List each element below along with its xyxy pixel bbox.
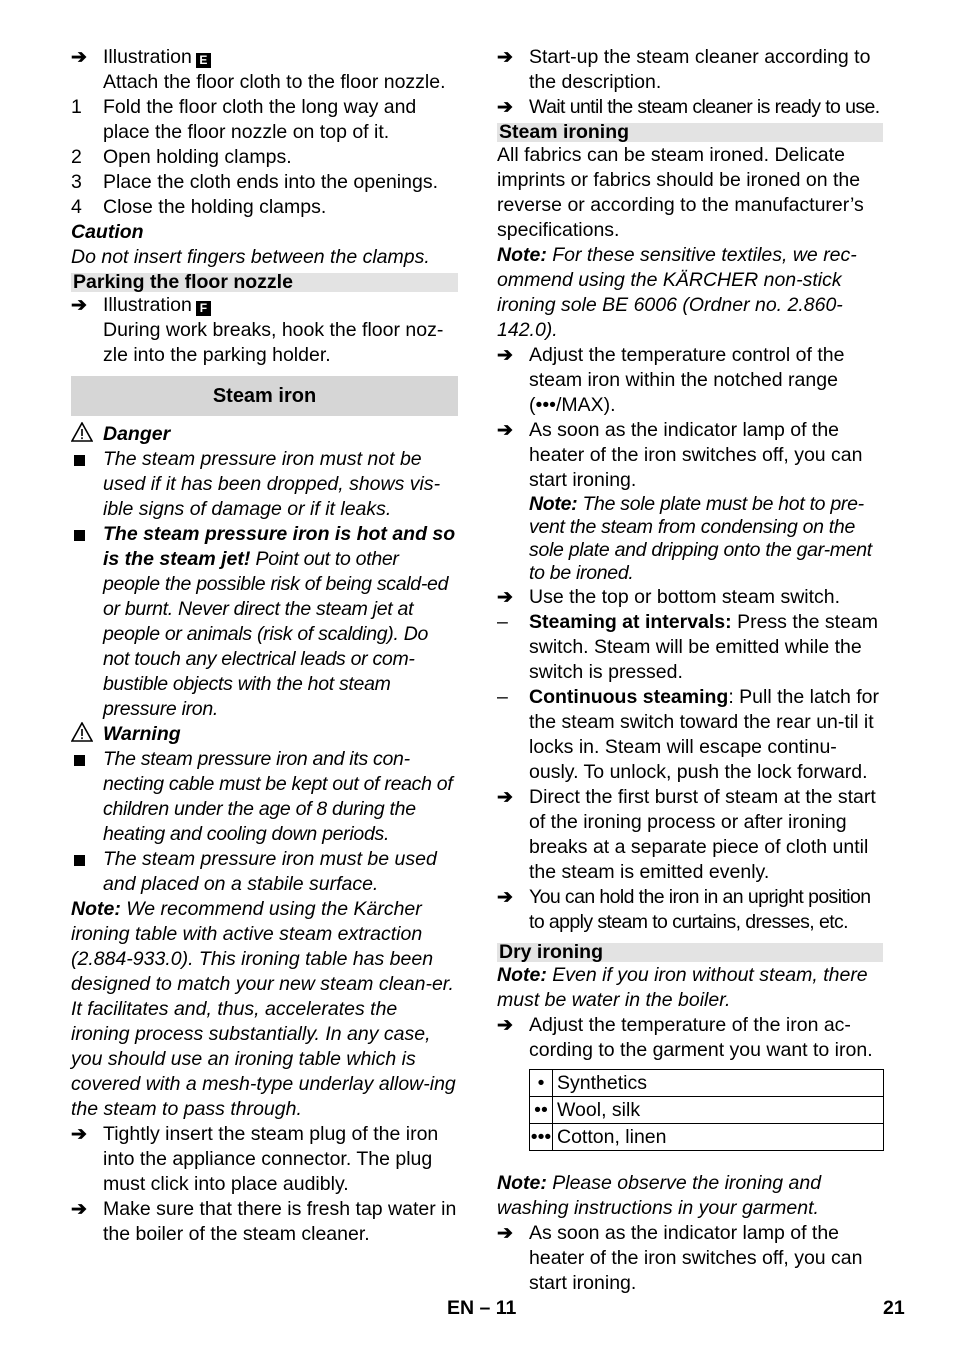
- illustration-e-line: [71, 45, 458, 70]
- water-step: [71, 1197, 458, 1247]
- caution-text: Do not insert fingers between the clamps.: [71, 246, 430, 268]
- table-row: [530, 1070, 884, 1097]
- right-arrow-icon: ➔: [497, 587, 513, 608]
- step-number: 1: [71, 96, 82, 118]
- footer-page-number: 21: [883, 1297, 905, 1319]
- lamp2-step: [497, 1221, 883, 1296]
- continuous-text: : Pull the latch for the steam switch toward the rear un-til it locks in. Steam will escape continu-ously. To unlock, push the lock forward.: [529, 686, 880, 783]
- step-2: [71, 145, 458, 170]
- dry-ironing-heading: Dry ironing: [497, 943, 883, 962]
- adjust-dry-step: [497, 1013, 883, 1063]
- note-text: For these sensitive textiles, we rec-ommend using the KÄRCHER non-stick ironing sole BE 6006 (Ordner no. 2.860-142.0).: [497, 244, 857, 341]
- plug-text: Tightly insert the steam plug of the iron into the appliance connector. The plug must click into place audibly.: [103, 1123, 439, 1195]
- intervals-item: [497, 610, 883, 685]
- use-switch-text: Use the top or bottom steam switch.: [529, 586, 841, 608]
- attach-text: Attach the floor cloth to the floor nozzle.: [103, 71, 446, 93]
- danger-title-line: [71, 422, 458, 447]
- fabrics-text: All fabrics can be steam ironed. Delicate imprints or fabrics should be ironed on the reverse or according to the manufacturer’s specifications.: [497, 144, 864, 241]
- right-arrow-icon: ➔: [497, 47, 513, 68]
- danger-title: Danger: [103, 423, 171, 445]
- danger-item-1: [71, 447, 458, 522]
- note-label: Note:: [497, 244, 547, 266]
- right-column: [497, 45, 883, 1296]
- note-garment-instructions: [497, 1171, 883, 1221]
- note-label: Note:: [71, 898, 121, 920]
- dash-bullet: –: [497, 686, 508, 708]
- danger-text-1: The steam pressure iron must not be used if it has been dropped, shows vis-ible signs of damage or if it leaks.: [103, 448, 441, 520]
- temperature-dots: •••: [530, 1124, 553, 1151]
- illustration-f-box: F: [196, 301, 211, 316]
- square-bullet-icon: [74, 455, 85, 466]
- note-text: The sole plate must be hot to pre-vent the steam from condensing on the sole plate and dripping onto the gar-ment to be ironed.: [529, 493, 872, 584]
- right-arrow-icon: ➔: [71, 295, 87, 316]
- left-column: [71, 45, 458, 1247]
- plug-step: [71, 1122, 458, 1197]
- footer-section-page: EN – 11: [447, 1297, 517, 1319]
- note-text: Even if you iron without steam, there must be water in the boiler.: [497, 964, 868, 1011]
- fabric-label: Wool, silk: [553, 1097, 884, 1124]
- adjust-text: Adjust the temperature control of the steam iron within the notched range (•••/MAX).: [529, 344, 845, 416]
- intervals-label: Steaming at intervals:: [529, 611, 732, 633]
- right-arrow-icon: ➔: [71, 47, 87, 68]
- dash-bullet: –: [497, 611, 508, 633]
- right-arrow-icon: ➔: [497, 787, 513, 808]
- warning-item-2: [71, 847, 458, 897]
- step-text: Close the holding clamps.: [103, 196, 327, 218]
- right-arrow-icon: ➔: [71, 1124, 87, 1145]
- note-text: We recommend using the Kärcher ironing table with active steam extraction (2.884-933.0). This ironing table has been designed to match your new steam clean-er. It facilitates and, thus, accelerates the ironing process substantially. In any case, you should use an ironing table which is covered with a mesh-type underlay allow-ing the steam to pass through.: [71, 898, 456, 1120]
- square-bullet-icon: [74, 755, 85, 766]
- illustration-label: Illustration: [103, 46, 192, 68]
- right-arrow-icon: ➔: [497, 97, 513, 118]
- note-text: Please observe the ironing and washing instructions in your garment.: [497, 1172, 822, 1219]
- warning-item-1: [71, 747, 458, 847]
- square-bullet-icon: [74, 530, 85, 541]
- step-1: [71, 95, 458, 145]
- wait-step: [497, 95, 883, 120]
- water-text: Make sure that there is fresh tap water in the boiler of the steam cleaner.: [103, 1198, 457, 1245]
- warning-triangle-icon: [71, 422, 93, 449]
- steam-iron-heading: Steam iron: [71, 376, 458, 416]
- use-switch-step: [497, 585, 883, 610]
- lamp-step: [497, 418, 883, 493]
- wait-text: Wait until the steam cleaner is ready to use.: [529, 96, 880, 118]
- steam-ironing-heading: Steam ironing: [497, 123, 883, 142]
- step-text: Open holding clamps.: [103, 146, 292, 168]
- lamp2-text: As soon as the indicator lamp of the heater of the iron switches off, you can start ironing.: [529, 1222, 863, 1294]
- warning-text-1: The steam pressure iron and its con-necting cable must be kept out of reach of children under the age of 8 during the heating and cooling down periods.: [103, 748, 453, 845]
- note-water-boiler: [497, 963, 883, 1013]
- square-bullet-icon: [74, 855, 85, 866]
- right-arrow-icon: ➔: [497, 345, 513, 366]
- step-4: [71, 195, 458, 220]
- caution-title: Caution: [71, 221, 144, 243]
- step-text: Fold the floor cloth the long way and place the floor nozzle on top of it.: [103, 96, 417, 143]
- note-sensitive-textiles: [497, 243, 883, 343]
- upright-step: [497, 885, 883, 935]
- note-kaercher-table: [71, 897, 458, 1122]
- illustration-label: Illustration: [103, 294, 192, 316]
- right-arrow-icon: ➔: [497, 1223, 513, 1244]
- intervals-text: Press the steam switch. Steam will be emitted while the switch is pressed.: [529, 611, 878, 683]
- note-sole-plate: [497, 493, 883, 585]
- table-row: [530, 1097, 884, 1124]
- danger-text-2-bold: The steam pressure iron is hot and so is the steam jet!: [103, 523, 456, 570]
- step-number: 4: [71, 196, 82, 218]
- step-number: 2: [71, 146, 82, 168]
- parking-text: During work breaks, hook the floor noz-zle into the parking holder.: [103, 319, 444, 366]
- step-3: [71, 170, 458, 195]
- step-number: 3: [71, 171, 82, 193]
- note-label: Note:: [497, 1172, 547, 1194]
- warning-title: Warning: [103, 723, 181, 745]
- adjust-dry-text: Adjust the temperature of the iron ac-cording to the garment you want to iron.: [529, 1014, 873, 1061]
- step-text: Place the cloth ends into the openings.: [103, 171, 438, 193]
- illustration-e-box: E: [196, 53, 211, 68]
- danger-item-2: [71, 522, 458, 722]
- danger-text-2: Point out to other people the possible risk of being scald-ed or burnt. Never direct the steam jet at people or animals (risk of scalding). Do not touch any electrical leads or com-bustible objects with the hot steam pressure iron.: [103, 548, 449, 720]
- table-row: [530, 1124, 884, 1151]
- continuous-item: [497, 685, 883, 785]
- warning-title-line: [71, 722, 458, 747]
- burst-step: [497, 785, 883, 885]
- warning-text-2: The steam pressure iron must be used and placed on a stabile surface.: [103, 848, 437, 895]
- upright-text: You can hold the iron in an upright position to apply steam to curtains, dresses, etc.: [529, 886, 871, 933]
- temperature-settings-table: [529, 1069, 884, 1151]
- lamp-text: As soon as the indicator lamp of the heater of the iron switches off, you can start ironing.: [529, 419, 863, 491]
- right-arrow-icon: ➔: [497, 1015, 513, 1036]
- note-label: Note:: [497, 964, 547, 986]
- continuous-label: Continuous steaming: [529, 686, 729, 708]
- temperature-dots: •: [530, 1070, 553, 1097]
- right-arrow-icon: ➔: [497, 420, 513, 441]
- fabric-label: Synthetics: [553, 1070, 884, 1097]
- warning-triangle-icon: [71, 722, 93, 749]
- right-arrow-icon: ➔: [71, 1199, 87, 1220]
- right-arrow-icon: ➔: [497, 887, 513, 908]
- adjust-step: [497, 343, 883, 418]
- parking-heading: Parking the floor nozzle: [71, 273, 458, 292]
- temperature-dots: ••: [530, 1097, 553, 1124]
- burst-text: Direct the first burst of steam at the start of the ironing process or after ironing breaks at a separate piece of cloth until the steam is emitted evenly.: [529, 786, 876, 883]
- startup-step: [497, 45, 883, 95]
- fabric-label: Cotton, linen: [553, 1124, 884, 1151]
- illustration-f-line: [71, 293, 458, 318]
- startup-text: Start-up the steam cleaner according to the description.: [529, 46, 871, 93]
- note-label: Note:: [529, 493, 578, 515]
